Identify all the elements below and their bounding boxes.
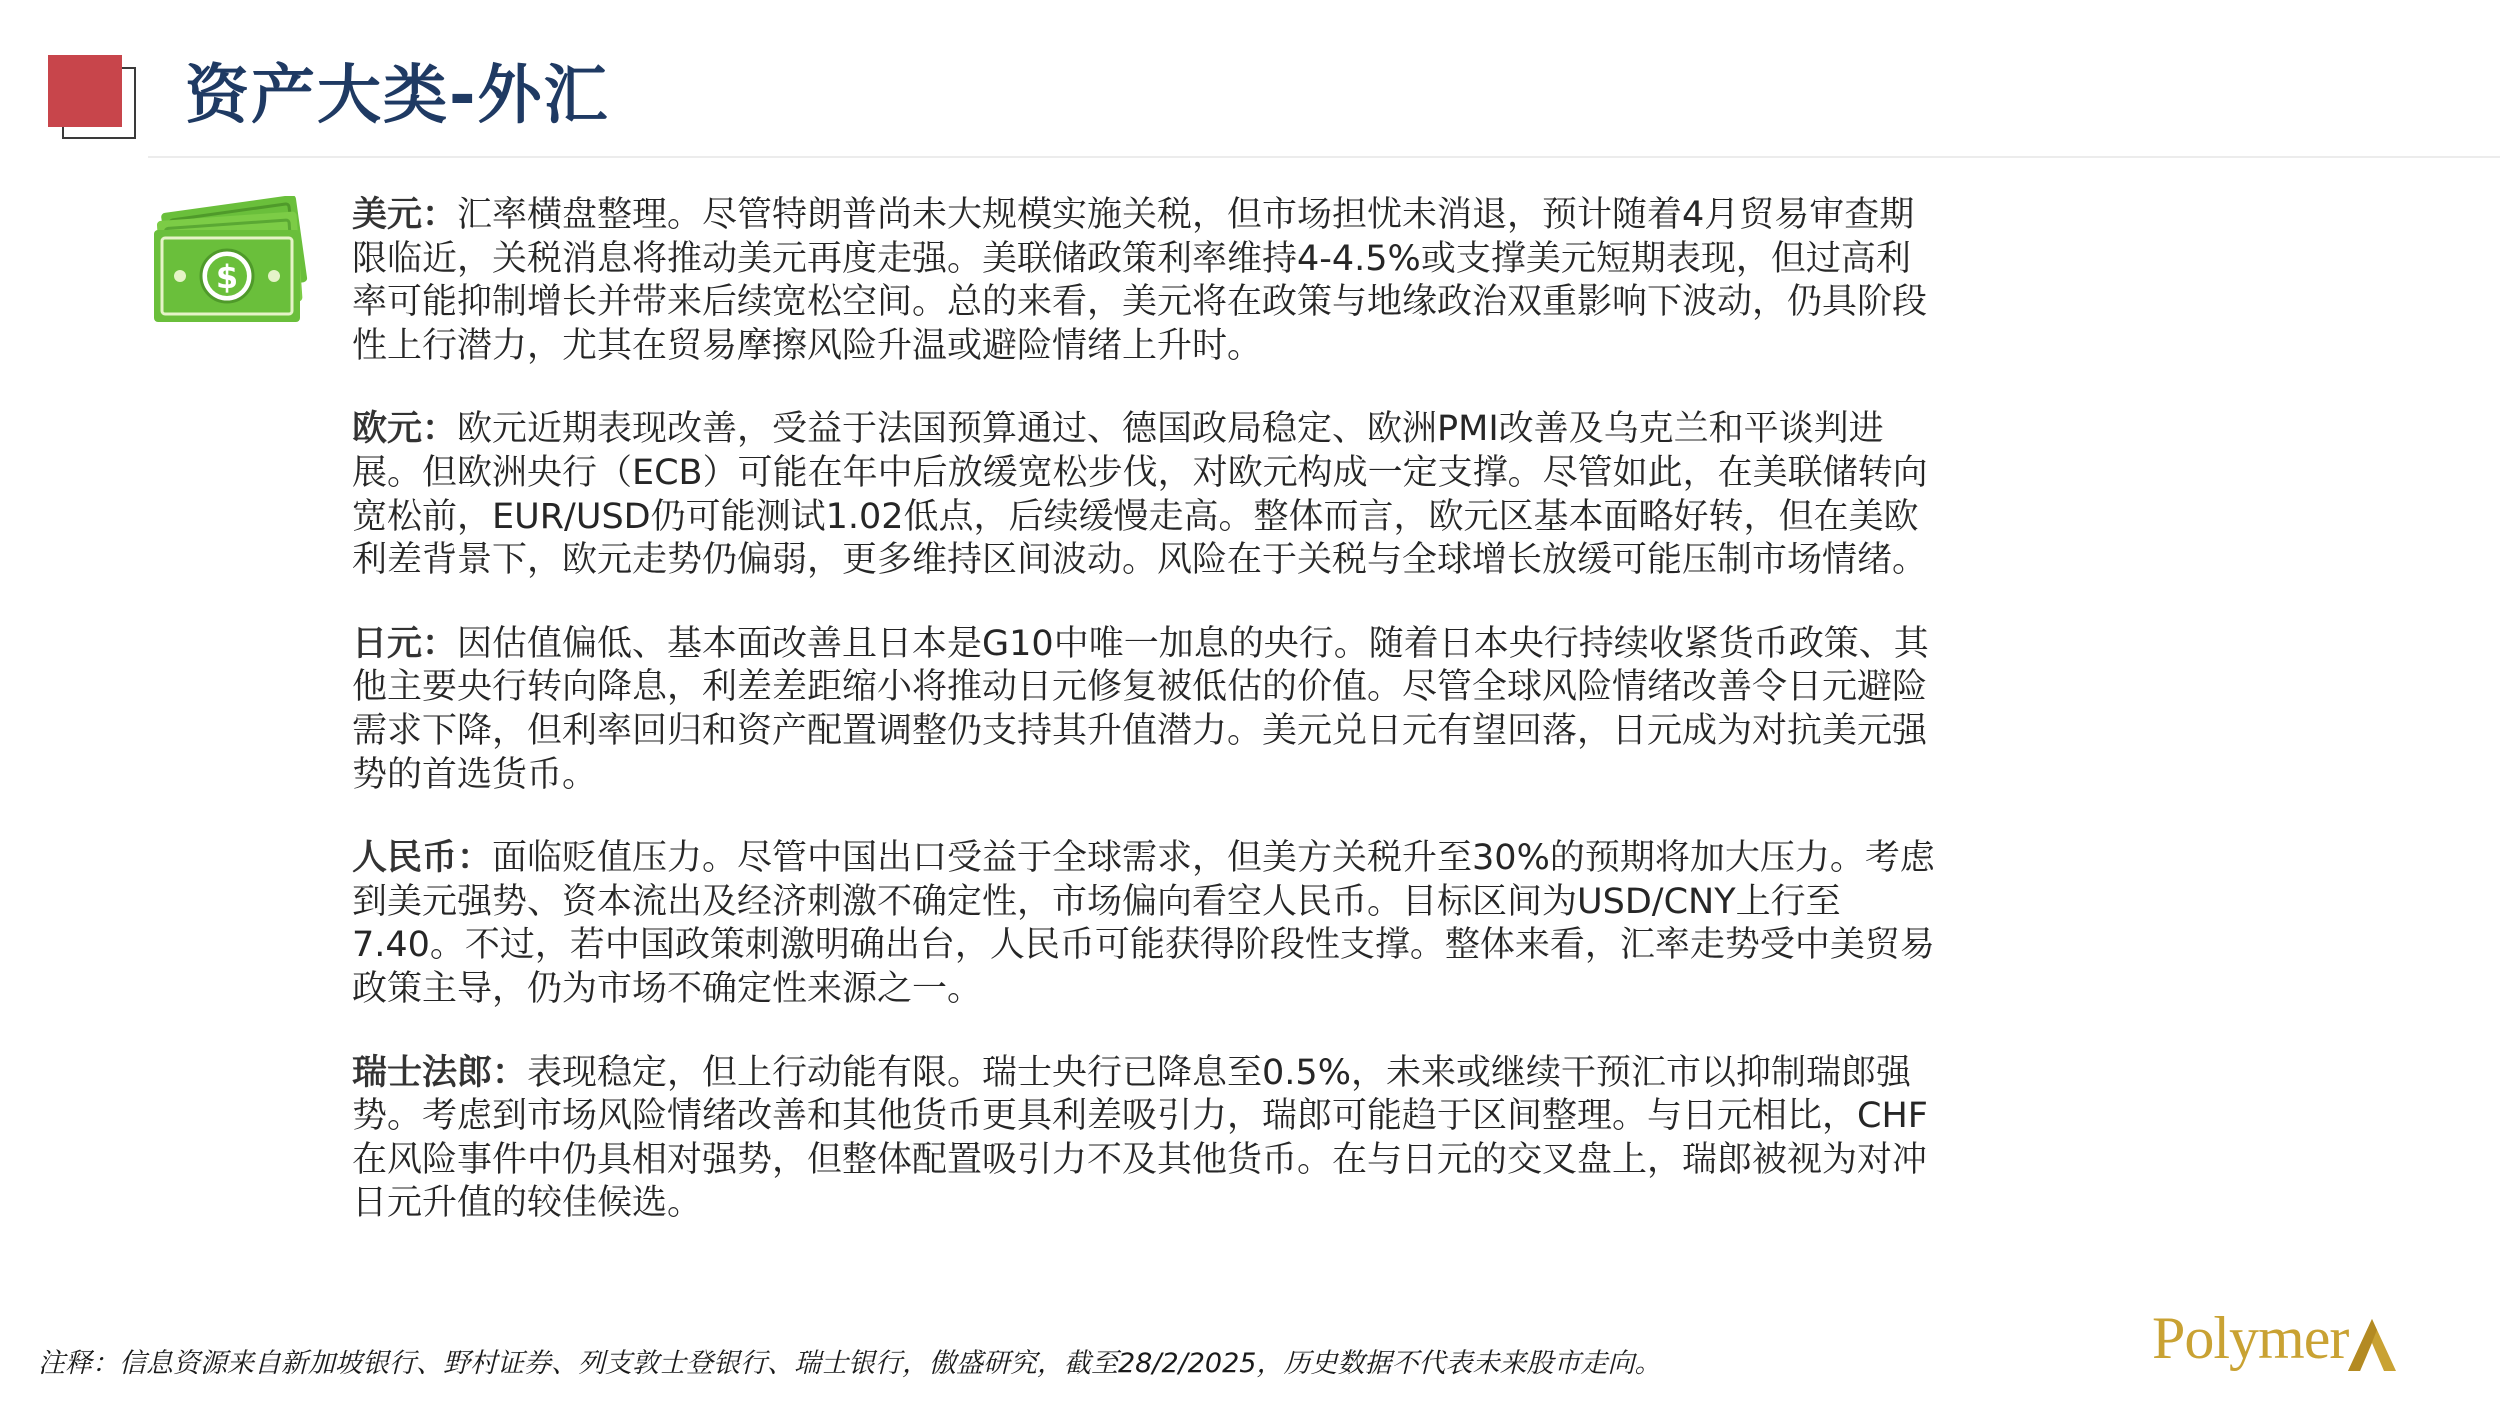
currency-label: 欧元 — [352, 409, 423, 450]
footnote: 注释：信息资源来自新加坡银行、野村证券、列支敦士登银行、瑞士银行，傲盛研究，截至28/2/2025，历史数据不代表未来股市走向。 — [38, 1348, 1662, 1379]
brand-a-mark-icon — [2346, 1317, 2398, 1373]
fx-section-cny: 人民币：面临贬值压力。尽管中国出口受益于全球需求，但美方关税升至30%的预期将加大压力。考虑到美元强势、资本流出及经济刺激不确定性，市场偏向看空人民币。目标区间为USD/CNY上行至7.40。不过，若中国政策刺激明确出台，人民币可能获得阶段性支撑。整体来看，汇率走势受中美贸易政策主导，仍为市场不确定性来源之一。 — [352, 838, 1935, 1009]
money-bills-icon — [150, 196, 315, 326]
currency-text: 面临贬值压力。尽管中国出口受益于全球需求，但美方关税升至30%的预期将加大压力。考虑到美元强势、资本流出及经济刺激不确定性，市场偏向看空人民币。目标区间为USD/CNY上行至7.40。不过，若中国政策刺激明确出台，人民币可能获得阶段性支撑。整体来看，汇率走势受中美贸易政策主导，仍为市场不确定性来源之一。 — [352, 838, 1935, 1009]
currency-label: 瑞士法郎 — [352, 1052, 493, 1093]
fx-section-usd: 美元：汇率横盘整理。尽管特朗普尚未大规模实施关税，但市场担忧未消退，预计随着4月贸易审查期限临近，关税消息将推动美元再度走强。美联储政策利率维持4-4.5%或支撑美元短期表现，但过高利率可能抑制增长并带来后续宽松空间。总的来看，美元将在政策与地缘政治双重影响下波动，仍具阶段性上行潜力，尤其在贸易摩擦风险升温或避险情绪上升时。 — [352, 195, 1928, 366]
currency-text: 表现稳定，但上行动能有限。瑞士央行已降息至0.5%，未来或继续干预汇市以抑制瑞郎强势。考虑到市场风险情绪改善和其他货币更具利差吸引力，瑞郎可能趋于区间整理。与日元相比，CHF在风险事件中仍具相对强势，但整体配置吸引力不及其他货币。在与日元的交叉盘上，瑞郎被视为对冲日元升值的较佳候选。 — [352, 1052, 1928, 1224]
fx-section-chf: 瑞士法郎：表现稳定，但上行动能有限。瑞士央行已降息至0.5%，未来或继续干预汇市以抑制瑞郎强势。考虑到市场风险情绪改善和其他货币更具利差吸引力，瑞郎可能趋于区间整理。与日元相比，CHF在风险事件中仍具相对强势，但整体配置吸引力不及其他货币。在与日元的交叉盘上，瑞郎被视为对冲日元升值的较佳候选。 — [352, 1052, 1928, 1224]
title-mark-fill — [48, 55, 122, 127]
header-divider — [148, 156, 2500, 158]
svg-text:$: $ — [215, 258, 239, 296]
currency-text: 因估值偏低、基本面改善且日本是G10中唯一加息的央行。随着日本央行持续收紧货币政策、其他主要央行转向降息，利差差距缩小将推动日元修复被低估的价值。尽管全球风险情绪改善令日元避险需求下降，但利率回归和资产配置调整仍支持其升值潜力。美元兑日元有望回落，日元成为对抗美元强势的首选货币。 — [352, 623, 1929, 795]
currency-text: 欧元近期表现改善，受益于法国预算通过、德国政局稳定、欧洲PMI改善及乌克兰和平谈判进展。但欧洲央行（ECB）可能在年中后放缓宽松步伐，对欧元构成一定支撑。尽管如此，在美联储转向宽松前，EUR/USD仍可能测试1.02低点，后续缓慢走高。整体而言，欧元区基本面略好转，但在美欧利差背景下，欧元走势仍偏弱，更多维持区间波动。风险在于关税与全球增长放缓可能压制市场情绪。 — [352, 409, 1928, 581]
brand-name: Polymer — [2152, 1305, 2349, 1371]
currency-label: 美元 — [352, 195, 423, 235]
fx-section-jpy: 日元：因估值偏低、基本面改善且日本是G10中唯一加息的央行。随着日本央行持续收紧货币政策、其他主要央行转向降息，利差差距缩小将推动日元修复被低估的价值。尽管全球风险情绪改善令日元避险需求下降，但利率回归和资产配置调整仍支持其升值潜力。美元兑日元有望回落，日元成为对抗美元强势的首选货币。 — [352, 623, 1929, 795]
currency-text: 汇率横盘整理。尽管特朗普尚未大规模实施关税，但市场担忧未消退，预计随着4月贸易审查期限临近，关税消息将推动美元再度走强。美联储政策利率维持4-4.5%或支撑美元短期表现，但过高利率可能抑制增长并带来后续宽松空间。总的来看，美元将在政策与地缘政治双重影响下波动，仍具阶段性上行潜力，尤其在贸易摩擦风险升温或避险情绪上升时。 — [352, 195, 1928, 366]
fx-section-eur: 欧元：欧元近期表现改善，受益于法国预算通过、德国政局稳定、欧洲PMI改善及乌克兰和平谈判进展。但欧洲央行（ECB）可能在年中后放缓宽松步伐，对欧元构成一定支撑。尽管如此，在美联储转向宽松前，EUR/USD仍可能测试1.02低点，后续缓慢走高。整体而言，欧元区基本面略好转，但在美欧利差背景下，欧元走势仍偏弱，更多维持区间波动。风险在于关税与全球增长放缓可能压制市场情绪。 — [352, 409, 1928, 581]
title-mark-icon — [48, 55, 140, 141]
page-title: 资产大类-外汇 — [185, 59, 610, 133]
brand-logo — [2152, 1303, 2398, 1373]
currency-label: 日元 — [352, 623, 423, 664]
currency-label: 人民币 — [352, 838, 458, 879]
fx-commentary — [352, 194, 1942, 1266]
